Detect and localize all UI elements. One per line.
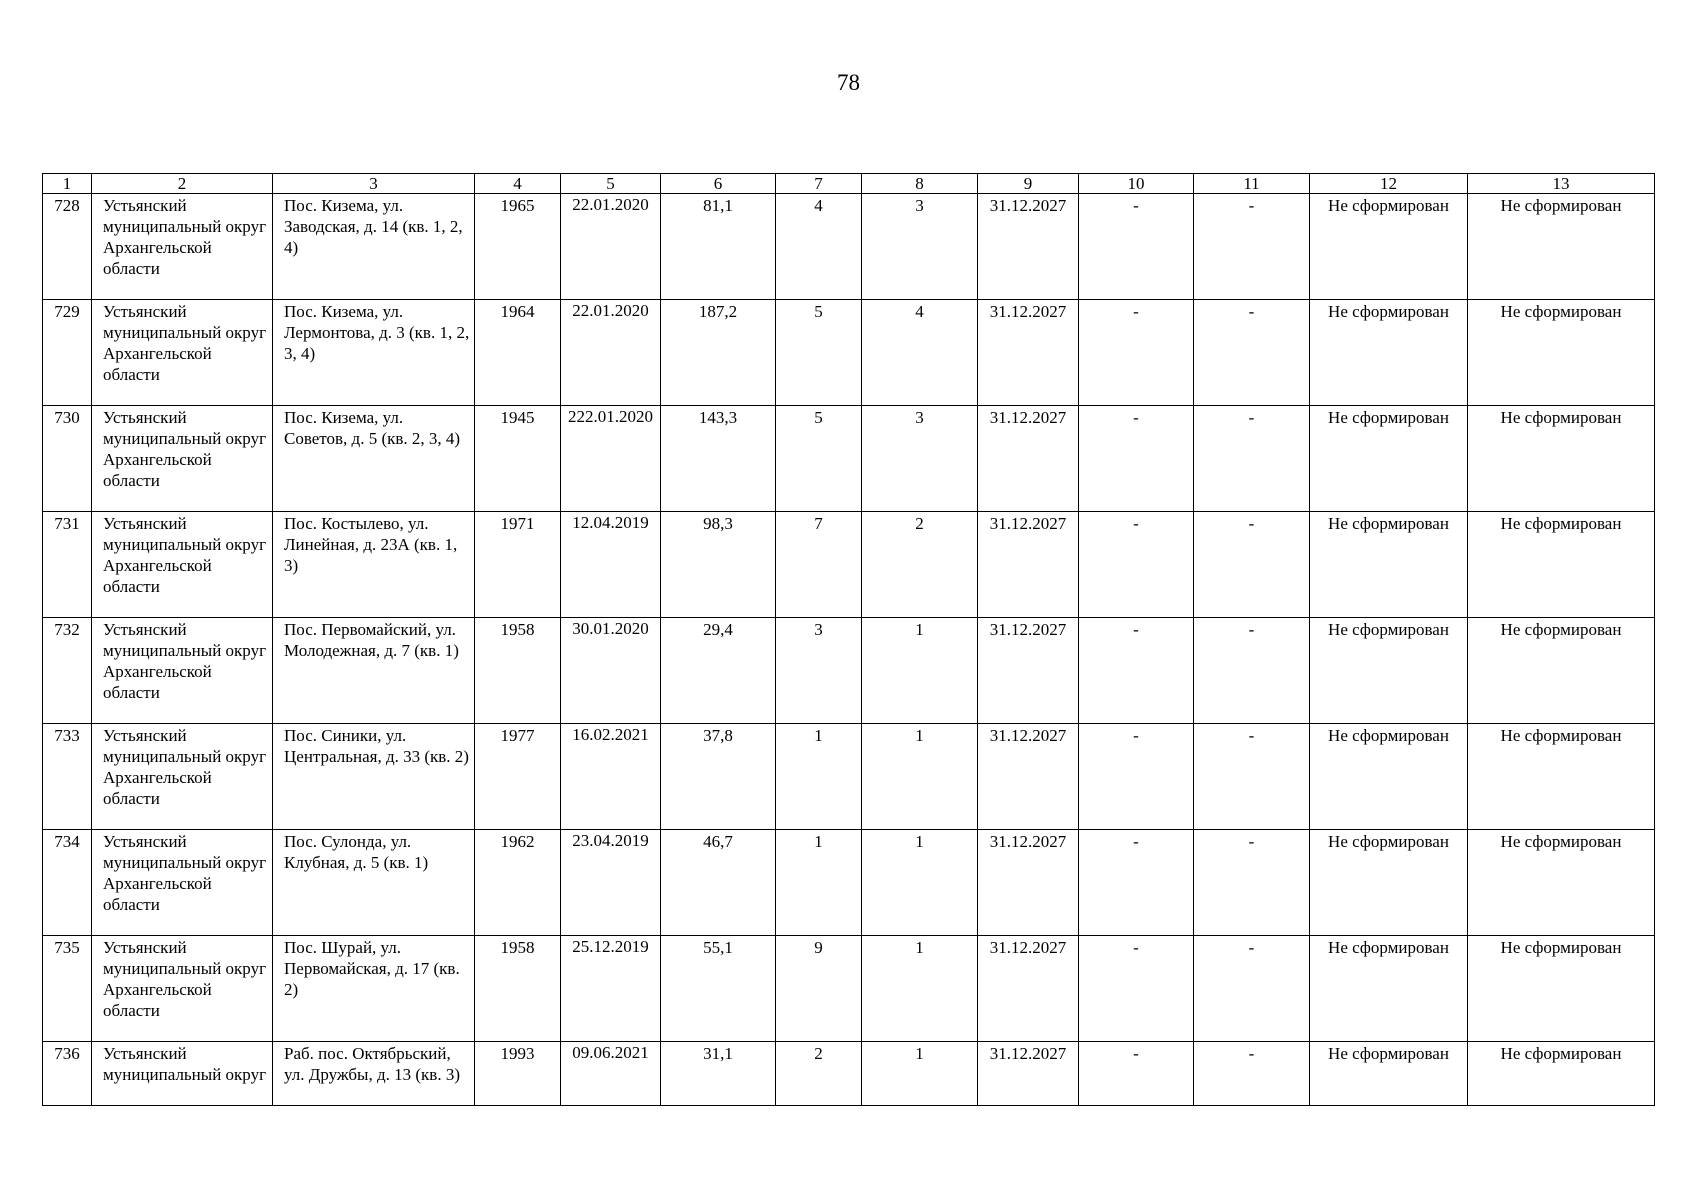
empty-value-cell: -: [1194, 724, 1310, 830]
count-cell: 4: [776, 194, 862, 300]
year-cell: 1958: [475, 936, 561, 1042]
year-cell: 1964: [475, 300, 561, 406]
housing-registry-table: [42, 173, 1655, 1106]
status-cell: Не сформирован: [1468, 724, 1655, 830]
count-cell: 1: [862, 618, 978, 724]
deadline-cell: 31.12.2027: [978, 830, 1079, 936]
count-cell: 1: [862, 724, 978, 830]
count-cell: 1: [862, 936, 978, 1042]
area-cell: 98,3: [661, 512, 776, 618]
column-number: 2: [92, 174, 273, 194]
address-cell: Раб. пос. Октябрьский, ул. Дружбы, д. 13 (кв. 3): [273, 1042, 475, 1106]
count-cell: 9: [776, 936, 862, 1042]
row-number-cell: 729: [43, 300, 92, 406]
column-number: 13: [1468, 174, 1655, 194]
status-cell: Не сформирован: [1468, 936, 1655, 1042]
municipality-cell: Устьянский муниципальный округ Архангельской области: [92, 512, 273, 618]
deadline-cell: 31.12.2027: [978, 194, 1079, 300]
year-cell: 1965: [475, 194, 561, 300]
status-cell: Не сформирован: [1310, 406, 1468, 512]
empty-value-cell: -: [1194, 1042, 1310, 1106]
table-row: [43, 512, 1655, 618]
status-cell: Не сформирован: [1310, 724, 1468, 830]
municipality-cell: Устьянский муниципальный округ: [92, 1042, 273, 1106]
date-cell: 25.12.2019: [561, 936, 661, 1042]
address-cell: Пос. Первомайский, ул. Молодежная, д. 7 (кв. 1): [273, 618, 475, 724]
column-number: 12: [1310, 174, 1468, 194]
deadline-cell: 31.12.2027: [978, 512, 1079, 618]
area-cell: 46,7: [661, 830, 776, 936]
date-cell: 30.01.2020: [561, 618, 661, 724]
count-cell: 5: [776, 406, 862, 512]
municipality-cell: Устьянский муниципальный округ Архангельской области: [92, 194, 273, 300]
row-number-cell: 732: [43, 618, 92, 724]
address-cell: Пос. Синики, ул. Центральная, д. 33 (кв. 2): [273, 724, 475, 830]
column-number: 8: [862, 174, 978, 194]
area-cell: 143,3: [661, 406, 776, 512]
table-row: [43, 194, 1655, 300]
count-cell: 1: [776, 830, 862, 936]
table-row: [43, 406, 1655, 512]
column-number: 9: [978, 174, 1079, 194]
empty-value-cell: -: [1079, 406, 1194, 512]
address-cell: Пос. Сулонда, ул. Клубная, д. 5 (кв. 1): [273, 830, 475, 936]
status-cell: Не сформирован: [1468, 406, 1655, 512]
count-cell: 3: [862, 194, 978, 300]
count-cell: 4: [862, 300, 978, 406]
count-cell: 5: [776, 300, 862, 406]
empty-value-cell: -: [1079, 300, 1194, 406]
municipality-cell: Устьянский муниципальный округ Архангельской области: [92, 300, 273, 406]
deadline-cell: 31.12.2027: [978, 618, 1079, 724]
status-cell: Не сформирован: [1310, 618, 1468, 724]
address-cell: Пос. Костылево, ул. Линейная, д. 23А (кв. 1, 3): [273, 512, 475, 618]
empty-value-cell: -: [1079, 830, 1194, 936]
address-cell: Пос. Кизема, ул. Заводская, д. 14 (кв. 1, 2, 4): [273, 194, 475, 300]
status-cell: Не сформирован: [1468, 1042, 1655, 1106]
count-cell: 2: [776, 1042, 862, 1106]
date-cell: 22.01.2020: [561, 194, 661, 300]
empty-value-cell: -: [1079, 194, 1194, 300]
status-cell: Не сформирован: [1468, 512, 1655, 618]
empty-value-cell: -: [1194, 300, 1310, 406]
empty-value-cell: -: [1079, 512, 1194, 618]
year-cell: 1993: [475, 1042, 561, 1106]
row-number-cell: 733: [43, 724, 92, 830]
row-number-cell: 734: [43, 830, 92, 936]
status-cell: Не сформирован: [1310, 1042, 1468, 1106]
area-cell: 55,1: [661, 936, 776, 1042]
count-cell: 1: [862, 1042, 978, 1106]
empty-value-cell: -: [1079, 1042, 1194, 1106]
count-cell: 2: [862, 512, 978, 618]
empty-value-cell: -: [1079, 724, 1194, 830]
year-cell: 1958: [475, 618, 561, 724]
status-cell: Не сформирован: [1468, 618, 1655, 724]
municipality-cell: Устьянский муниципальный округ Архангельской области: [92, 724, 273, 830]
address-cell: Пос. Кизема, ул. Советов, д. 5 (кв. 2, 3, 4): [273, 406, 475, 512]
empty-value-cell: -: [1079, 936, 1194, 1042]
deadline-cell: 31.12.2027: [978, 406, 1079, 512]
date-cell: 22.01.2020: [561, 300, 661, 406]
date-cell: 222.01.2020: [561, 406, 661, 512]
deadline-cell: 31.12.2027: [978, 1042, 1079, 1106]
table-row: [43, 830, 1655, 936]
municipality-cell: Устьянский муниципальный округ Архангельской области: [92, 830, 273, 936]
year-cell: 1971: [475, 512, 561, 618]
status-cell: Не сформирован: [1310, 300, 1468, 406]
status-cell: Не сформирован: [1310, 936, 1468, 1042]
row-number-cell: 728: [43, 194, 92, 300]
status-cell: Не сформирован: [1310, 830, 1468, 936]
year-cell: 1977: [475, 724, 561, 830]
area-cell: 81,1: [661, 194, 776, 300]
status-cell: Не сформирован: [1310, 512, 1468, 618]
column-number: 11: [1194, 174, 1310, 194]
deadline-cell: 31.12.2027: [978, 936, 1079, 1042]
table-row: [43, 724, 1655, 830]
area-cell: 29,4: [661, 618, 776, 724]
municipality-cell: Устьянский муниципальный округ Архангельской области: [92, 406, 273, 512]
column-number: 10: [1079, 174, 1194, 194]
table-row: [43, 1042, 1655, 1106]
count-cell: 3: [862, 406, 978, 512]
column-number: 4: [475, 174, 561, 194]
empty-value-cell: -: [1194, 830, 1310, 936]
table-row: [43, 618, 1655, 724]
area-cell: 31,1: [661, 1042, 776, 1106]
row-number-cell: 731: [43, 512, 92, 618]
empty-value-cell: -: [1194, 618, 1310, 724]
deadline-cell: 31.12.2027: [978, 724, 1079, 830]
date-cell: 12.04.2019: [561, 512, 661, 618]
column-number: 7: [776, 174, 862, 194]
column-number: 3: [273, 174, 475, 194]
empty-value-cell: -: [1194, 194, 1310, 300]
address-cell: Пос. Шурай, ул. Первомайская, д. 17 (кв. 2): [273, 936, 475, 1042]
date-cell: 09.06.2021: [561, 1042, 661, 1106]
row-number-cell: 730: [43, 406, 92, 512]
area-cell: 37,8: [661, 724, 776, 830]
empty-value-cell: -: [1194, 512, 1310, 618]
row-number-cell: 735: [43, 936, 92, 1042]
status-cell: Не сформирован: [1468, 300, 1655, 406]
year-cell: 1962: [475, 830, 561, 936]
municipality-cell: Устьянский муниципальный округ Архангельской области: [92, 936, 273, 1042]
area-cell: 187,2: [661, 300, 776, 406]
count-cell: 1: [776, 724, 862, 830]
date-cell: 23.04.2019: [561, 830, 661, 936]
deadline-cell: 31.12.2027: [978, 300, 1079, 406]
empty-value-cell: -: [1194, 936, 1310, 1042]
municipality-cell: Устьянский муниципальный округ Архангельской области: [92, 618, 273, 724]
page-number: 78: [837, 70, 860, 95]
address-cell: Пос. Кизема, ул. Лермонтова, д. 3 (кв. 1, 2, 3, 4): [273, 300, 475, 406]
column-number: 1: [43, 174, 92, 194]
empty-value-cell: -: [1194, 406, 1310, 512]
row-number-cell: 736: [43, 1042, 92, 1106]
status-cell: Не сформирован: [1468, 830, 1655, 936]
column-number-row: [43, 174, 1655, 194]
count-cell: 1: [862, 830, 978, 936]
column-number: 5: [561, 174, 661, 194]
date-cell: 16.02.2021: [561, 724, 661, 830]
table-row: [43, 300, 1655, 406]
table-row: [43, 936, 1655, 1042]
status-cell: Не сформирован: [1310, 194, 1468, 300]
empty-value-cell: -: [1079, 618, 1194, 724]
column-number: 6: [661, 174, 776, 194]
year-cell: 1945: [475, 406, 561, 512]
count-cell: 7: [776, 512, 862, 618]
status-cell: Не сформирован: [1468, 194, 1655, 300]
count-cell: 3: [776, 618, 862, 724]
